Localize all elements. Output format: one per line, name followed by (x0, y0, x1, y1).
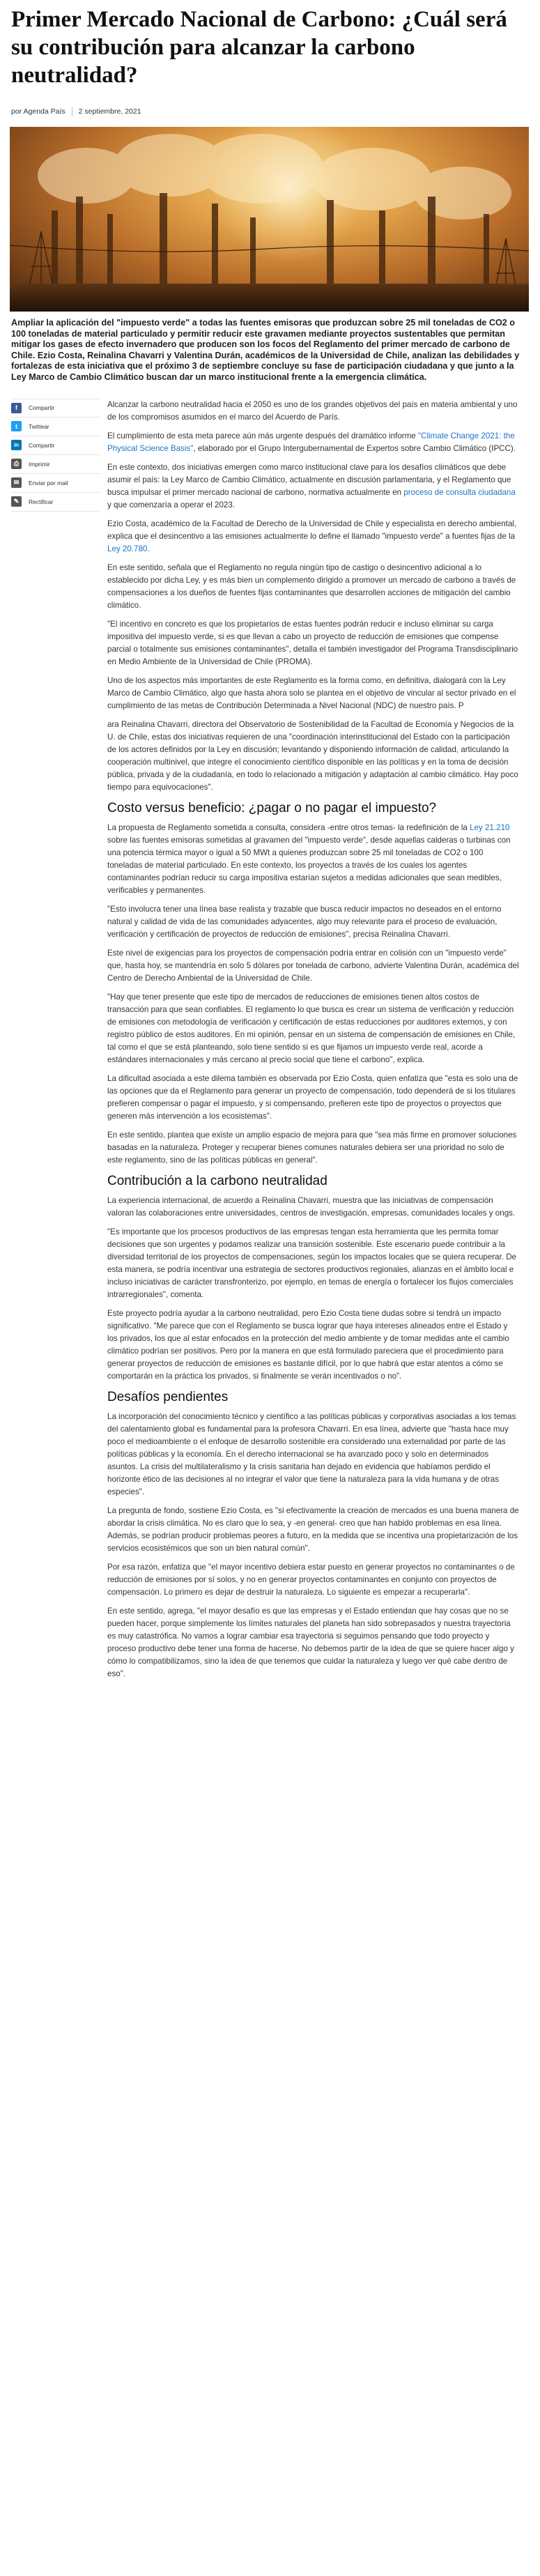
text: La propuesta de Reglamento sometida a consulta, considera -entre otros temas- la redefinición de la (107, 822, 470, 832)
text: y que comenzaría a operar el 2023. (107, 500, 236, 509)
byline (10, 105, 530, 118)
paragraph: En este sentido, agrega, "el mayor desafío es que las empresas y el Estado entiendan que hay cosas que no se pueden hacer, porque simplemente los límites naturales del planeta han sido sobrepasados y nuestra trayectoria es muy catastrófica. No vamos a lograr cambiar esa trayectoria si seguimos pensando que todo proyecto y proceso productivo debe tener una forma de hacerse. No debemos partir de la idea de que se quiere hacer algo y cómo lo compatibilizamos, sino la idea de que tenemos que cuidar la naturaleza y luego ver qué cabe dentro de eso". (107, 1606, 514, 1678)
paragraph: Uno de los aspectos más importantes de este Reglamento es la forma como, en definitiva, dialogará con la Ley Marco de Cambio Climático, algo que hasta ahora solo se plantea en el objetivo de vincular al sector privado en el cumplimiento de las metas de Contribución Determinada a Nivel Nacional (NDC) de nuestro país. P (107, 675, 516, 710)
share-email[interactable] (11, 474, 100, 493)
share-label: Rectificar (29, 498, 54, 505)
share-label: Enviar por mail (29, 479, 68, 486)
paragraph (107, 430, 519, 455)
paragraph: ara Reinalina Chavarri, directora del Observatorio de Sostenibilidad de la Facultad de Economía y Negocios de la U. de Chile, estas dos iniciativas requieren de una "coordinación interinstitucional del Estado con la participación de los actores definidos por la Ley en discusión; levantando y disponiendo información de calidad, articulando la cooperación multinivel, que integre el conocimiento científico disponible en las políticas y en la toma de decisión pública, privada y de la ciudadanía, en todo lo relacionado a mitigación y adaptación al cambio climático. Hay poco tiempo para equivocaciones". (107, 719, 518, 792)
facebook-icon: f (11, 403, 22, 413)
paragraph: En este sentido, plantea que existe un amplio espacio de mejora para que "sea más firme en promover soluciones basadas en la naturaleza. Proteger y recuperar bienes comunes naturales debiera ser una prioridad no solo de este reglamento, sino de las políticas públicas en general". (107, 1130, 517, 1165)
text: En este contexto, dos iniciativas emergen como marco institucional clave para los desafíos climáticos que debe asumir el país: la Ley Marco de Cambio Climático, actualmente en discusión parlamentaria, y el Reglamento que busca impulsar el primer mercado nacional de carbono, normativa actualmente en (107, 462, 511, 497)
publish-date: 2 septiembre, 2021 (78, 107, 141, 116)
hero-image (10, 127, 529, 312)
mail-icon: ✉ (11, 477, 22, 488)
paragraph: La experiencia internacional, de acuerdo a Reinalina Chavarri, muestra que las iniciativas de compensación valoran las colaboraciones entre universidades, centros de investigación, empresas, comunidades locales y ongs. (107, 1195, 516, 1218)
article-content (10, 399, 530, 1687)
text: El cumplimiento de esta meta parece aún más urgente después del dramático informe (107, 431, 418, 440)
section-heading: Costo versus beneficio: ¿pagar o no pagar el impuesto? (107, 800, 437, 815)
ley-20780-link[interactable]: Ley 20.780 (107, 544, 148, 553)
share-bar (10, 399, 100, 1687)
share-label: Compartir (29, 404, 55, 412)
print-icon: ⎙ (11, 459, 22, 469)
linkedin-icon: in (11, 440, 22, 450)
share-twitter[interactable] (11, 417, 100, 436)
paragraph: Este proyecto podría ayudar a la carbono neutralidad, pero Ezio Costa tiene dudas sobre si tendrá un impacto significativo. "Me parece que con el Reglamento se busca lograr que haya intereses alineados entre el Estado y los privados, los que al estar enfocados en la protección del medio ambiente y de tomar medidas ante el cambio climático podrían ser positivos. Pero por la manera en que está formulado pareciera que el procedimiento para generar proyectos de reducción de emisiones es bastante difícil, por lo que habrá que estar atentos a cómo se comportarán en la práctica los privados, si finalmente se verán incentivados o no". (107, 1308, 509, 1381)
paragraph: "Hay que tener presente que este tipo de mercados de reducciones de emisiones tienen altos costos de transacción para que sean confiables. El reglamento lo que busca es crear un sistema de verificación y reducción de emisiones con metodología de verificación y certificación de estas reducciones por auditores externos, y con registro público de estos auditores. En mi opinión, pensar en un sistema de compensación de emisiones en Chile, tal como el que se está planteando, solo tiene sentido si es que fijamos un impuesto verde real, acorde a estándares internacionales y más cercano al precio social que tiene el carbono", explica. (107, 992, 516, 1064)
share-facebook[interactable] (11, 399, 100, 417)
text: . (147, 544, 150, 553)
twitter-icon: t (11, 421, 22, 431)
paragraph: En este sentido, señala que el Reglamento no regula ningún tipo de castigo o desincentivo adicional a lo establecido por dicha Ley, y es más bien un complemento dirigido a promover un mercado de carbono a través de compensaciones a los dueños de fuentes fijas contaminantes que desarrollen acciones de mitigación del cambio climático. (107, 562, 516, 610)
paragraph: "Es importante que los procesos productivos de las empresas tengan esta herramienta que les permita tomar decisiones que son urgentes y podamos realizar una transición sostenible. Este escenario puede contribuir a la diversidad territorial de los proyectos de compensaciones, según los impactos locales que se quiera recuperar. De esta manera, se podría incentivar una estrategia de sectores productivos regionales, alianzas en el ámbito local e incluso iniciativas de carácter transfronterizo, por ejemplo, en temas de energía o fortalecer los flujos comerciales intrarregionales", comenta. (107, 1227, 517, 1299)
paragraph (107, 518, 519, 555)
paragraph: Por esa razón, enfatiza que "el mayor incentivo debiera estar puesto en generar proyectos no contaminantes o de reducción de emisiones por sí solos, y no en generar proyectos contaminantes en conjunto con proyectos de compensación. Lo primero es dejar de destruir la naturaleza. Lo siguiente es empezar a recuperarla". (107, 1562, 515, 1597)
section-heading: Desafíos pendientes (107, 1389, 229, 1404)
paragraph (107, 461, 519, 512)
paragraph: La pregunta de fondo, sostiene Ezio Costa, es "si efectivamente la creación de mercados es una buena manera de abordar la crisis climática. No es claro que lo sea, y -en general- creo que han habido problemas en esa línea. Además, se podrían producir problemas peores a futuro, en la medida que se incentiva una propietarización de los servicios ecosistémicos que son un bien natural común". (107, 1505, 519, 1553)
share-print[interactable] (11, 455, 100, 474)
article-body (100, 399, 519, 1687)
paragraph: La dificultad asociada a este dilema también es observada por Ezio Costa, quien enfatiza que "esta es solo una de las opciones que da el Reglamento para generar un proyecto de compensación, todo dependerá de si los titulares prefieren compensar o pagar el impuesto, y si compensando, prefieren este tipo de proyectos o proyectos que generen más intervención a los ecosistemas". (107, 1073, 518, 1121)
paragraph: La incorporación del conocimiento técnico y científico a las políticas públicas y corporativas asociadas a los temas del calentamiento global es fundamental para la profesora Chavarri. En esa línea, advierte que "hasta hace muy poco el medioambiente o el enfoque de desarrollo sostenible era considerado una externalidad por parte de las políticas públicas y la economía. En el derecho internacional se ha avanzado poco y solo en determinados asuntos. La crisis del multilateralismo y la crisis sanitaria han dejado en evidencia que habíamos perdido el horizonte ético de las decisiones al no integrar el valor que tiene la naturaleza para la vida humana y de otras especies". (107, 1411, 516, 1496)
article-title: Primer Mercado Nacional de Carbono: ¿Cuál será su contribución para alcanzar la carbono neutralidad? (11, 7, 507, 88)
article-lead: Ampliar la aplicación del "impuesto verde" a todas las fuentes emisoras que produzcan sobre 25 mil toneladas de CO2 o 100 toneladas de material particulado y permitir reducir este gravamen mediante proyectos sustentables que permitan mitigar los gases de efecto invernadero que producen son los focos del Reglamento del primer mercado de carbono de Chile. Ezio Costa, Reinalina Chavarri y Valentina Durán, académicos de la Universidad de Chile, analizan las debilidades y fortalezas de esta iniciativa que el próximo 3 de septiembre concluye su fase de participación ciudadana y que junto a la Ley Marco de Cambio Climático buscan dar un marco institucional frente a la emergencia climática. (11, 318, 520, 382)
ley-21210-link[interactable]: Ley 21.210 (470, 822, 510, 832)
text: sobre las fuentes emisoras sometidas al gravamen del "impuesto verde", desde aquellas calderas o turbinas con una potencia térmica mayor o igual a 50 MWt a quienes produzcan sobre 25 mil toneladas de CO2 o 100 toneladas de material particulado. En este contexto, los proyectos a través de los cuales los agentes contaminantes podrían reducir su carga impositiva estarían sujetos a medidas adicionales que sean medibles, verificables y permanentes. (107, 835, 511, 895)
author[interactable]: por Agenda País (11, 107, 65, 116)
paragraph (107, 822, 519, 897)
industrial-chimneys-smoke-photo (10, 127, 529, 312)
edit-icon: ✎ (11, 496, 22, 507)
share-rectify[interactable] (11, 493, 100, 512)
text: Ezio Costa, académico de la Facultad de Derecho de la Universidad de Chile y especialista en derecho ambiental, explica que el desincentivo a las emisiones actualmente lo define el llamado "impuesto verde" a fuentes fijas de la (107, 519, 517, 541)
paragraph: Este nivel de exigencias para los proyectos de compensación podría entrar en colisión con un "impuesto verde" que, hasta hoy, se mantendría en solo 5 dólares por tonelada de carbono, advierte Valentina Durán, académica del Centro de Derecho Ambiental de la Universidad de Chile. (107, 948, 519, 983)
section-heading: Contribución a la carbono neutralidad (107, 1173, 327, 1188)
paragraph: "El incentivo en concreto es que los propietarios de estas fuentes podrán reducir e incluso eliminar su carga impositiva del impuesto verde, si es que llevan a cabo un proyecto de reducción de emisiones que compense parcial o totalmente sus emisiones contaminantes", detalla el también investigador del Programa Transdisciplinario en Medio Ambiente de la Universidad de Chile (PROMA). (107, 619, 518, 666)
share-label: Compartir (29, 441, 55, 449)
share-linkedin[interactable] (11, 436, 100, 455)
paragraph: "Esto involucra tener una línea base realista y trazable que busca reducir impactos no deseados en el entorno natural y calidad de vida de las comunidades adyacentes, algo muy relevante para el proceso de evaluación, verificación y certificación de proyectos de reducción de emisiones", precisa Reinalina Chavarri. (107, 904, 502, 939)
share-label: Twittear (29, 422, 49, 430)
share-label: Imprimir (29, 460, 50, 468)
paragraph: Alcanzar la carbono neutralidad hacia el 2050 es uno de los grandes objetivos del país en materia ambiental y uno de los compromisos asumidos en el marco del Acuerdo de París. (107, 399, 518, 422)
text: , elaborado por el Grupo Intergubernamental de Expertos sobre Cambio Climático (IPCC). (193, 443, 516, 453)
consulta-ciudadana-link[interactable]: proceso de consulta ciudadana (403, 487, 516, 497)
ipcc-report-link[interactable]: "Climate Change 2021: the Physical Science Basis" (107, 431, 515, 453)
